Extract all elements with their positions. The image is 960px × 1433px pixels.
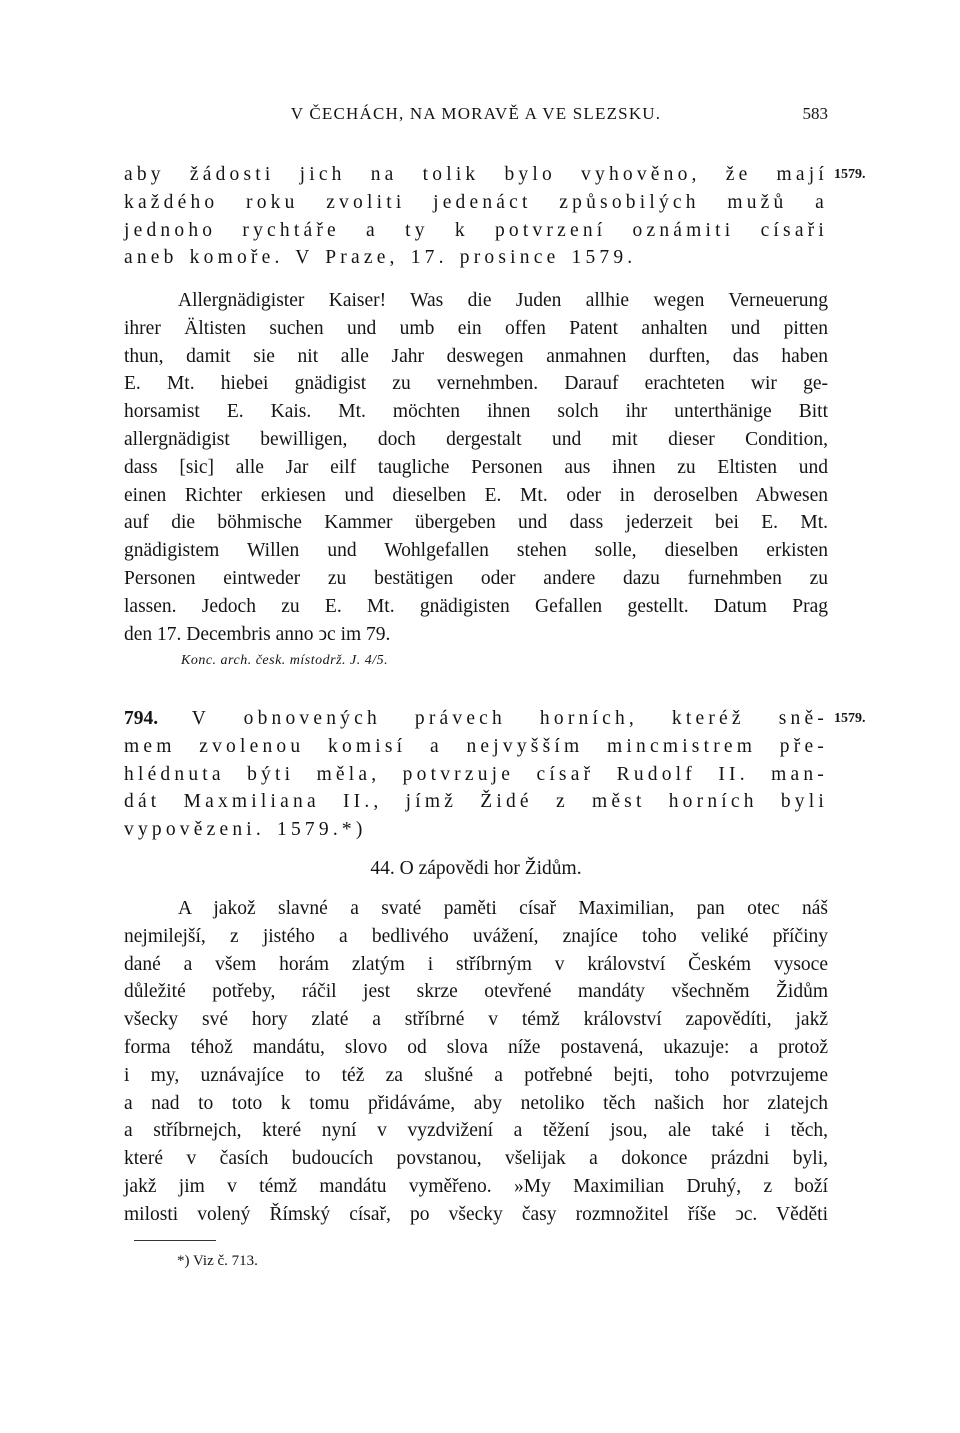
summary-line: aneb komoře. V Praze, 17. prosince 1579. [124, 247, 637, 269]
letter-line: E. Mt. hiebei gnädigist zu vernehmben. Darauf erachteten wir ge- [124, 373, 828, 395]
letter-text [124, 287, 828, 648]
summary-line: jednoho rychtáře a ty k potvrzení oznámiti císaři [124, 219, 828, 241]
letter-line: Personen eintweder zu bestätigen oder andere dazu furnehmben zu [124, 567, 828, 589]
body-line: forma téhož mandátu, slovo od slova níže postavená, ukazuje: a protož [124, 1036, 828, 1058]
footnote-divider [134, 1240, 216, 1241]
body-line: a stříbrnejch, které nyní v vyzdvižení a těžení jsou, ale také i těch, [124, 1120, 828, 1142]
body-line: milosti volený Římský císař, po všecky časy rozmnožitel říše ͻc. Věděti [124, 1203, 828, 1225]
body-line: důležité potřeby, ráčil jest skrze otevřené mandáty všechněm Židům [124, 981, 828, 1003]
footnote: *) Viz č. 713. [177, 1253, 258, 1269]
letter-line: thun, damit sie nit alle Jahr deswegen anmahnen durften, das haben [124, 345, 828, 367]
letter-line: ihrer Ältisten suchen und umb ein offen Patent anhalten und pitten [124, 317, 828, 339]
letter-line: Allergnädigister Kaiser! Was die Juden allhie wegen Verneuerung [178, 290, 828, 311]
summary-line [124, 705, 828, 733]
letter-line: dass [sic] alle Jar eilf taugliche Personen aus ihnen zu Eltisten und [124, 456, 828, 478]
body-line: A jakož slavné a svaté paměti císař Maximilian, pan otec náš [178, 898, 828, 919]
summary-line: každého roku zvoliti jedenáct způsobilých mužů a [124, 191, 828, 213]
letter-line: horsamist E. Kais. Mt. möchten ihnen solch ihr unterthänige Bitt [124, 401, 828, 423]
summary-line: aby žádosti jich na tolik bylo vyhověno, že mají [124, 164, 828, 185]
body-line: a nad to toto k tomu přidáváme, aby netoliko těch našich hor zlatejch [124, 1092, 828, 1114]
body-line: i my, uznávajíce to též za slušné a potřebné bejti, toho potvrzujeme [124, 1064, 828, 1086]
summary-first-line-text: V obnovených právech horních, kteréž sně- [191, 708, 828, 729]
body-text [124, 895, 828, 1229]
letter-line: allergnädigist bewilligen, doch dergestalt und mit dieser Condition, [124, 428, 828, 450]
body-line: dané a všem horám zlatým i stříbrným v království Českém vysoce [124, 953, 828, 975]
summary-line: hlédnuta býti měla, potvrzuje císař Rudolf II. man- [124, 763, 828, 785]
document-number: 794. [124, 708, 159, 729]
section-793-summary [124, 161, 828, 272]
summary-line: mem zvolenou komisí a nejvyšším mincmistrem pře- [124, 735, 828, 757]
section-794-summary [124, 705, 828, 844]
body-line: všecky své hory zlaté a stříbrné v témž království zapovědíti, jakž [124, 1009, 828, 1031]
running-title: V ČECHÁCH, NA MORAVĚ A VE SLEZSKU. [290, 104, 662, 123]
letter-line: einen Richter erkiesen und dieselben E. Mt. oder in deroselben Abwesen [124, 484, 828, 506]
archive-citation: Konc. arch. česk. místodrž. J. 4/5. [181, 653, 389, 668]
letter-line: den 17. Decembris anno ͻc im 79. [124, 623, 391, 645]
margin-year: 1579. [834, 711, 866, 726]
letter-line: lassen. Jedoch zu E. Mt. gnädigisten Gefallen gestellt. Datum Prag [124, 595, 828, 617]
summary-line: vypovězeni. 1579.*) [124, 819, 367, 841]
body-line: které v časích budoucích povstanou, všelijak a dokonce prázdni byli, [124, 1148, 828, 1170]
letter-line: gnädigistem Willen und Wohlgefallen stehen solle, dieselben erkisten [124, 540, 828, 562]
summary-line: dát Maxmiliana II., jímž Židé z měst horních byli [124, 791, 828, 813]
body-line: jakž jim v témž mandátu vyměřeno. »My Maximilian Druhý, z boží [124, 1175, 828, 1197]
section-heading: 44. O zápovědi hor Židům. [370, 858, 582, 879]
page-header [124, 104, 828, 134]
page-number: 583 [802, 104, 828, 123]
margin-year: 1579. [834, 167, 866, 182]
letter-line: auf die böhmische Kammer übergeben und dass jederzeit bei E. Mt. [124, 512, 828, 534]
body-line: nejmilejší, z jistého a bedlivého uvážení, znajíce toho veliké příčiny [124, 925, 828, 947]
